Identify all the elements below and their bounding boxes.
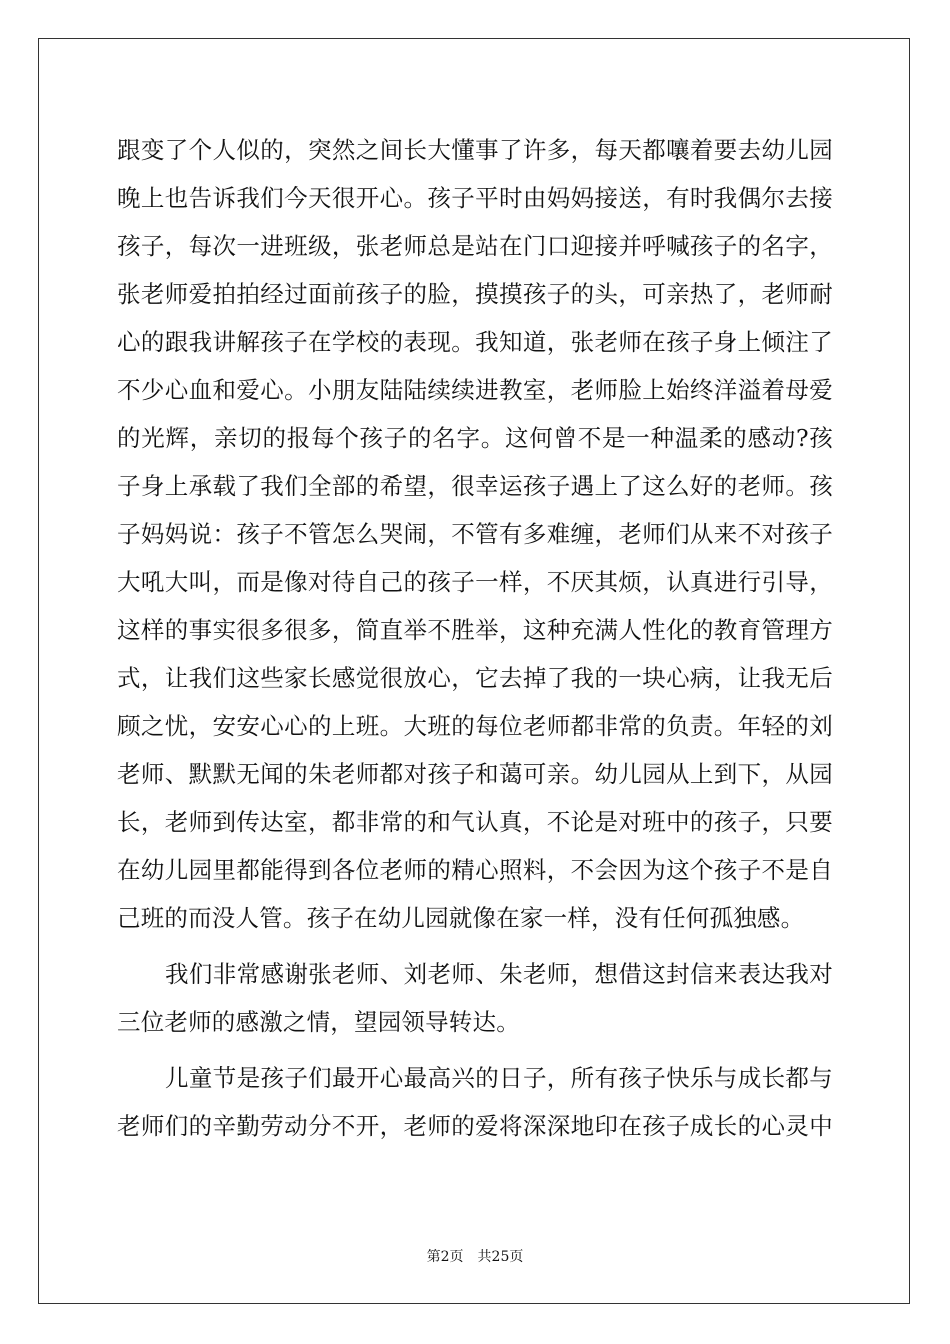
text-line: 长，老师到传达室，都非常的和气认真，不论是对班中的孩子，只要 bbox=[117, 808, 833, 836]
text-line: 孩子，每次一进班级，张老师总是站在门口迎接并呼喊孩子的名字， bbox=[117, 232, 833, 260]
text-line: 顾之忧，安安心心的上班。大班的每位老师都非常的负责。年轻的刘 bbox=[117, 712, 833, 740]
paragraph-first-line: 儿童节是孩子们最开心最高兴的日子，所有孩子快乐与成长都与 bbox=[165, 1064, 833, 1092]
text-line: 子妈妈说：孩子不管怎么哭闹，不管有多难缠，老师们从来不对孩子 bbox=[117, 520, 833, 548]
letter-body bbox=[117, 126, 833, 1150]
text-line: 三位老师的感激之情，望园领导转达。 bbox=[117, 1008, 520, 1036]
text-line: 式，让我们这些家长感觉很放心，它去掉了我的一块心病，让我无后 bbox=[117, 664, 833, 692]
text-line: 大吼大叫，而是像对待自己的孩子一样，不厌其烦，认真进行引导， bbox=[117, 568, 833, 596]
text-line: 的光辉，亲切的报每个孩子的名字。这何曾不是一种温柔的感动?孩 bbox=[117, 424, 833, 452]
text-line: 己班的而没人管。孩子在幼儿园就像在家一样，没有任何孤独感。 bbox=[117, 904, 805, 932]
text-line: 张老师爱拍拍经过面前孩子的脸，摸摸孩子的头，可亲热了，老师耐 bbox=[117, 280, 833, 308]
text-line: 不少心血和爱心。小朋友陆陆续续进教室，老师脸上始终洋溢着母爱 bbox=[117, 376, 833, 404]
text-line: 晚上也告诉我们今天很开心。孩子平时由妈妈接送，有时我偶尔去接 bbox=[117, 184, 833, 212]
text-line: 子身上承载了我们全部的希望，很幸运孩子遇上了这么好的老师。孩 bbox=[117, 472, 833, 500]
text-line: 老师、默默无闻的朱老师都对孩子和蔼可亲。幼儿园从上到下，从园 bbox=[117, 760, 833, 788]
page-total: 共25页 bbox=[477, 1249, 524, 1265]
text-line: 这样的事实很多很多，简直举不胜举，这种充满人性化的教育管理方 bbox=[117, 616, 833, 644]
paragraph-first-line: 我们非常感谢张老师、刘老师、朱老师，想借这封信来表达我对 bbox=[165, 960, 833, 988]
text-line: 在幼儿园里都能得到各位老师的精心照料，不会因为这个孩子不是自 bbox=[117, 856, 833, 884]
text-line: 心的跟我讲解孩子在学校的表现。我知道，张老师在孩子身上倾注了 bbox=[117, 328, 833, 356]
text-line: 老师们的辛勤劳动分不开，老师的爱将深深地印在孩子成长的心灵中 bbox=[117, 1112, 833, 1140]
page-number: 第2页 bbox=[426, 1249, 464, 1265]
page-footer bbox=[0, 1248, 950, 1266]
text-line: 跟变了个人似的，突然之间长大懂事了许多，每天都嚷着要去幼儿园 bbox=[117, 136, 833, 164]
